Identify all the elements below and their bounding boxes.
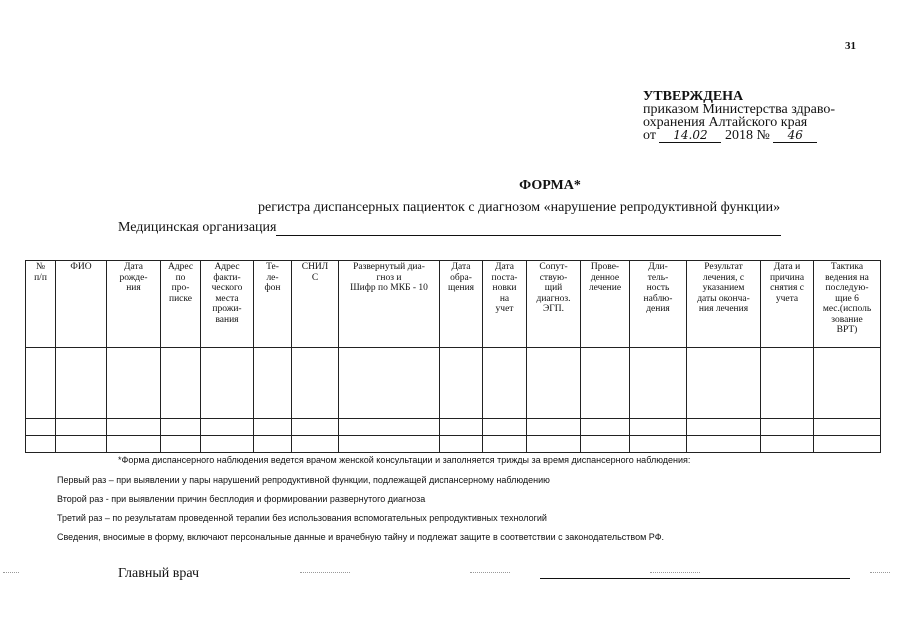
- table-row: [26, 348, 881, 419]
- scan-artifact: [300, 572, 350, 573]
- table-cell[interactable]: [161, 348, 201, 419]
- table-cell[interactable]: [814, 436, 881, 453]
- table-cell[interactable]: [761, 419, 814, 436]
- approval-from-label: от: [643, 128, 656, 143]
- table-cell[interactable]: [107, 436, 161, 453]
- table-cell[interactable]: [483, 436, 527, 453]
- table-cell[interactable]: [201, 419, 254, 436]
- table-cell[interactable]: [26, 436, 56, 453]
- column-header: СНИЛ С: [292, 261, 339, 348]
- scan-artifact: [870, 572, 890, 573]
- column-header: Дата поста- новки на учет: [483, 261, 527, 348]
- chief-doctor-label: Главный врач: [118, 566, 200, 581]
- scan-artifact: [3, 572, 19, 573]
- column-header: Дата и причина снятия с учета: [761, 261, 814, 348]
- column-header: Сопут- ствую- щий диагноз. ЭГП.: [527, 261, 581, 348]
- table-cell[interactable]: [254, 348, 292, 419]
- table-cell[interactable]: [527, 419, 581, 436]
- table-cell[interactable]: [56, 436, 107, 453]
- table-cell[interactable]: [814, 348, 881, 419]
- column-header: Результат лечения, с указанием даты оконча- ния лечения: [687, 261, 761, 348]
- table-cell[interactable]: [339, 436, 440, 453]
- column-header: Те- ле- фон: [254, 261, 292, 348]
- scan-artifact: [470, 572, 510, 573]
- table-cell[interactable]: [254, 419, 292, 436]
- approval-line-1: приказом Министерства здраво-: [643, 102, 836, 117]
- table-cell[interactable]: [339, 348, 440, 419]
- table-cell[interactable]: [581, 419, 630, 436]
- scan-artifact: [650, 572, 700, 573]
- column-header: Адрес факти- ческого места прожи- вания: [201, 261, 254, 348]
- table-row: [26, 419, 881, 436]
- table-cell[interactable]: [107, 348, 161, 419]
- table-cell[interactable]: [201, 436, 254, 453]
- table-row: [26, 436, 881, 453]
- table-cell[interactable]: [440, 419, 483, 436]
- column-header: Развернутый диа- гноз и Шифр по МКБ - 10: [339, 261, 440, 348]
- table-cell[interactable]: [292, 348, 339, 419]
- column-header: ФИО: [56, 261, 107, 348]
- approval-number-label: №: [756, 128, 770, 143]
- approval-number: 46: [773, 129, 817, 143]
- table-cell[interactable]: [761, 436, 814, 453]
- column-header: Дли- тель- ность наблю- дения: [630, 261, 687, 348]
- note-second-time: Второй раз - при выявлении причин бесплодия и формировании развернутого диагноза: [57, 494, 426, 504]
- note-third-time: Третий раз – по результатам проведенной терапии без использования вспомогательных репродуктивных технологий: [57, 513, 547, 523]
- approval-date-line: [643, 129, 835, 143]
- table-cell[interactable]: [339, 419, 440, 436]
- footnote: *Форма диспансерного наблюдения ведется врачом женской консультации и заполняется трижды за время диспансерного наблюдения:: [118, 455, 691, 465]
- table-cell[interactable]: [483, 348, 527, 419]
- table-cell[interactable]: [26, 348, 56, 419]
- table-cell[interactable]: [761, 348, 814, 419]
- table-cell[interactable]: [56, 419, 107, 436]
- approval-title: УТВЕРЖДЕНА: [643, 89, 744, 104]
- column-header: Адрес по про- писке: [161, 261, 201, 348]
- table-cell[interactable]: [292, 436, 339, 453]
- table-cell[interactable]: [56, 348, 107, 419]
- table-cell[interactable]: [201, 348, 254, 419]
- table-cell[interactable]: [26, 419, 56, 436]
- table-cell[interactable]: [687, 419, 761, 436]
- approval-line-2: охранения Алтайского края: [643, 115, 808, 130]
- approval-block: [643, 90, 835, 143]
- column-header: Дата обра- щения: [440, 261, 483, 348]
- table-cell[interactable]: [440, 348, 483, 419]
- privacy-note: Сведения, вносимые в форму, включают персональные данные и врачебную тайну и подлежат защите в соответствии с законодательством РФ.: [57, 532, 665, 542]
- table-cell[interactable]: [687, 348, 761, 419]
- table-cell[interactable]: [630, 419, 687, 436]
- page-number: 31: [845, 40, 856, 52]
- organization-line: [118, 220, 781, 236]
- table-cell[interactable]: [161, 436, 201, 453]
- column-header: Прове- денное лечение: [581, 261, 630, 348]
- table-cell[interactable]: [527, 436, 581, 453]
- table-cell[interactable]: [161, 419, 201, 436]
- organization-label: Медицинская организация: [118, 220, 277, 235]
- approval-year: 2018: [724, 128, 753, 143]
- table-cell[interactable]: [581, 436, 630, 453]
- form-title: ФОРМА*: [519, 178, 581, 193]
- table-cell[interactable]: [630, 348, 687, 419]
- signature-line[interactable]: [540, 578, 850, 579]
- table-cell[interactable]: [107, 419, 161, 436]
- column-header: № п/п: [26, 261, 56, 348]
- organization-field[interactable]: [276, 222, 781, 236]
- table-header-row: [26, 261, 881, 348]
- approval-date: 14.02: [659, 129, 721, 143]
- table-cell[interactable]: [581, 348, 630, 419]
- table-cell[interactable]: [483, 419, 527, 436]
- table-cell[interactable]: [292, 419, 339, 436]
- table-cell[interactable]: [630, 436, 687, 453]
- table-cell[interactable]: [254, 436, 292, 453]
- table-cell[interactable]: [687, 436, 761, 453]
- form-subtitle: регистра диспансерных пациенток с диагнозом «нарушение репродуктивной функции»: [258, 200, 781, 215]
- table-cell[interactable]: [527, 348, 581, 419]
- table-cell[interactable]: [814, 419, 881, 436]
- table-cell[interactable]: [440, 436, 483, 453]
- register-table: [25, 260, 881, 453]
- column-header: Дата рожде- ния: [107, 261, 161, 348]
- column-header: Тактика ведения на последую- щие 6 мес.(исполь зование ВРТ): [814, 261, 881, 348]
- note-first-time: Первый раз – при выявлении у пары нарушений репродуктивной функции, подлежащей диспансерному наблюдению: [57, 475, 550, 485]
